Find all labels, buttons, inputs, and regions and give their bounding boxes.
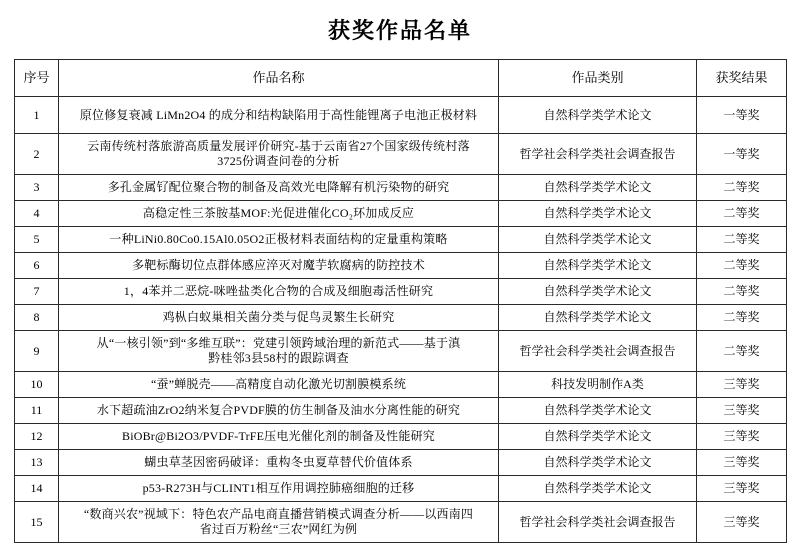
cell-category: 自然科学类学术论文 [499, 175, 697, 201]
cell-name [59, 450, 499, 476]
cell-category: 自然科学类学术论文 [499, 97, 697, 134]
award-list-table [14, 59, 787, 543]
cell-name [59, 424, 499, 450]
cell-no: 6 [15, 253, 59, 279]
cell-category: 哲学社会科学类社会调查报告 [499, 331, 697, 372]
cell-result: 三等奖 [697, 450, 787, 476]
cell-result: 三等奖 [697, 502, 787, 543]
cell-category: 自然科学类学术论文 [499, 450, 697, 476]
cell-name [59, 398, 499, 424]
cell-name [59, 201, 499, 227]
cell-category: 自然科学类学术论文 [499, 253, 697, 279]
cell-result: 三等奖 [697, 476, 787, 502]
table-row [15, 502, 787, 543]
cell-no: 8 [15, 305, 59, 331]
cell-category: 科技发明制作A类 [499, 372, 697, 398]
cell-name [59, 331, 499, 372]
table-row [15, 279, 787, 305]
cell-name [59, 227, 499, 253]
cell-name-line: 蝴虫草茎因密码破译：重构冬虫夏草替代价值体系 [144, 455, 413, 469]
cell-no: 1 [15, 97, 59, 134]
cell-no: 7 [15, 279, 59, 305]
cell-name [59, 253, 499, 279]
cell-category: 自然科学类学术论文 [499, 398, 697, 424]
cell-name-line: 一种LiNi0.80Co0.15Al0.05O2正极材料表面结构的定量重构策略 [109, 232, 448, 246]
cell-name-line: p53-R273H与CLINT1相互作用调控肺癌细胞的迁移 [142, 481, 415, 495]
cell-name-line: 黔桂邻3县58村的跟踪调查 [208, 351, 349, 365]
cell-name-line: “数商兴农”视域下：特色农产品电商直播营销模式调查分析——以西南四 [83, 507, 474, 521]
cell-no: 15 [15, 502, 59, 543]
cell-name-line: 多靶标酶切位点群体感应淬灭对魔芋软腐病的防控技术 [132, 258, 425, 272]
cell-no: 3 [15, 175, 59, 201]
page-title: 获奖作品名单 [327, 18, 472, 43]
table-row [15, 227, 787, 253]
column-header-category: 作品类别 [499, 60, 697, 97]
table-row [15, 175, 787, 201]
column-header-name: 作品名称 [59, 60, 499, 97]
cell-no: 2 [15, 134, 59, 175]
cell-result: 二等奖 [697, 201, 787, 227]
cell-category: 自然科学类学术论文 [499, 279, 697, 305]
cell-name [59, 134, 499, 175]
cell-no: 9 [15, 331, 59, 372]
table-row [15, 331, 787, 372]
column-header-result: 获奖结果 [697, 60, 787, 97]
cell-no: 5 [15, 227, 59, 253]
table-body [15, 97, 787, 543]
cell-name-line: 3725份调查问卷的分析 [217, 154, 340, 168]
cell-result: 一等奖 [697, 134, 787, 175]
cell-result: 二等奖 [697, 227, 787, 253]
cell-result: 三等奖 [697, 372, 787, 398]
cell-result: 三等奖 [697, 398, 787, 424]
table-row [15, 134, 787, 175]
column-header-no: 序号 [15, 60, 59, 97]
cell-name-line: “蚕”蝉脱壳——高精度自动化激光切割膜模系统 [150, 377, 407, 391]
cell-name-line: 1，4苯并二恶烷-咪唑盐类化合物的合成及细胞毒活性研究 [123, 284, 434, 298]
table-container [0, 59, 800, 543]
table-row [15, 372, 787, 398]
cell-name-line: 鸡枞白蚁巢相关菌分类与促鸟灵繁生长研究 [162, 310, 395, 324]
cell-result: 二等奖 [697, 331, 787, 372]
table-row [15, 201, 787, 227]
cell-name-line: 多孔金属钌配位聚合物的制备及高效光电降解有机污染物的研究 [107, 180, 450, 194]
table-header-row [15, 60, 787, 97]
cell-result: 三等奖 [697, 424, 787, 450]
cell-result: 二等奖 [697, 305, 787, 331]
cell-no: 11 [15, 398, 59, 424]
cell-name [59, 502, 499, 543]
cell-category: 自然科学类学术论文 [499, 201, 697, 227]
cell-name-line: 原位修复衰减 LiMn2O4 的成分和结构缺陷用于高性能锂离子电池正极材料 [79, 107, 478, 122]
cell-no: 13 [15, 450, 59, 476]
cell-name-line: 云南传统村落旅游高质量发展评价研究-基于云南省27个国家级传统村落 [87, 139, 470, 153]
cell-result: 一等奖 [697, 97, 787, 134]
table-row [15, 450, 787, 476]
cell-category: 哲学社会科学类社会调查报告 [499, 502, 697, 543]
cell-name-line: 水下超疏油ZrO2纳米复合PVDF膜的仿生制备及油水分离性能的研究 [96, 403, 461, 417]
cell-name [59, 476, 499, 502]
cell-result: 二等奖 [697, 175, 787, 201]
cell-name-line: BiOBr@Bi2O3/PVDF-TrFE压电光催化剂的制备及性能研究 [122, 429, 435, 443]
cell-name [59, 97, 499, 134]
table-row [15, 476, 787, 502]
table-row [15, 398, 787, 424]
cell-name [59, 279, 499, 305]
cell-name-line: 省过百万粉丝“三农”网红为例 [199, 522, 358, 536]
table-row [15, 97, 787, 134]
cell-name-line: 高稳定性三茶胺基MOF:光促进催化CO₂环加成反应 [142, 206, 415, 220]
cell-result: 二等奖 [697, 253, 787, 279]
cell-category: 自然科学类学术论文 [499, 424, 697, 450]
cell-category: 自然科学类学术论文 [499, 227, 697, 253]
table-header [15, 60, 787, 97]
table-row [15, 305, 787, 331]
cell-category: 自然科学类学术论文 [499, 476, 697, 502]
cell-name [59, 305, 499, 331]
cell-no: 14 [15, 476, 59, 502]
cell-name [59, 175, 499, 201]
cell-no: 12 [15, 424, 59, 450]
cell-category: 哲学社会科学类社会调查报告 [499, 134, 697, 175]
cell-no: 4 [15, 201, 59, 227]
cell-result: 二等奖 [697, 279, 787, 305]
table-row [15, 424, 787, 450]
cell-name [59, 372, 499, 398]
cell-no: 10 [15, 372, 59, 398]
table-row [15, 253, 787, 279]
cell-name-line: 从“一核引领”到“多维互联”：党建引领跨域治理的新范式——基于滇 [96, 336, 461, 350]
document-page [0, 14, 800, 549]
cell-category: 自然科学类学术论文 [499, 305, 697, 331]
